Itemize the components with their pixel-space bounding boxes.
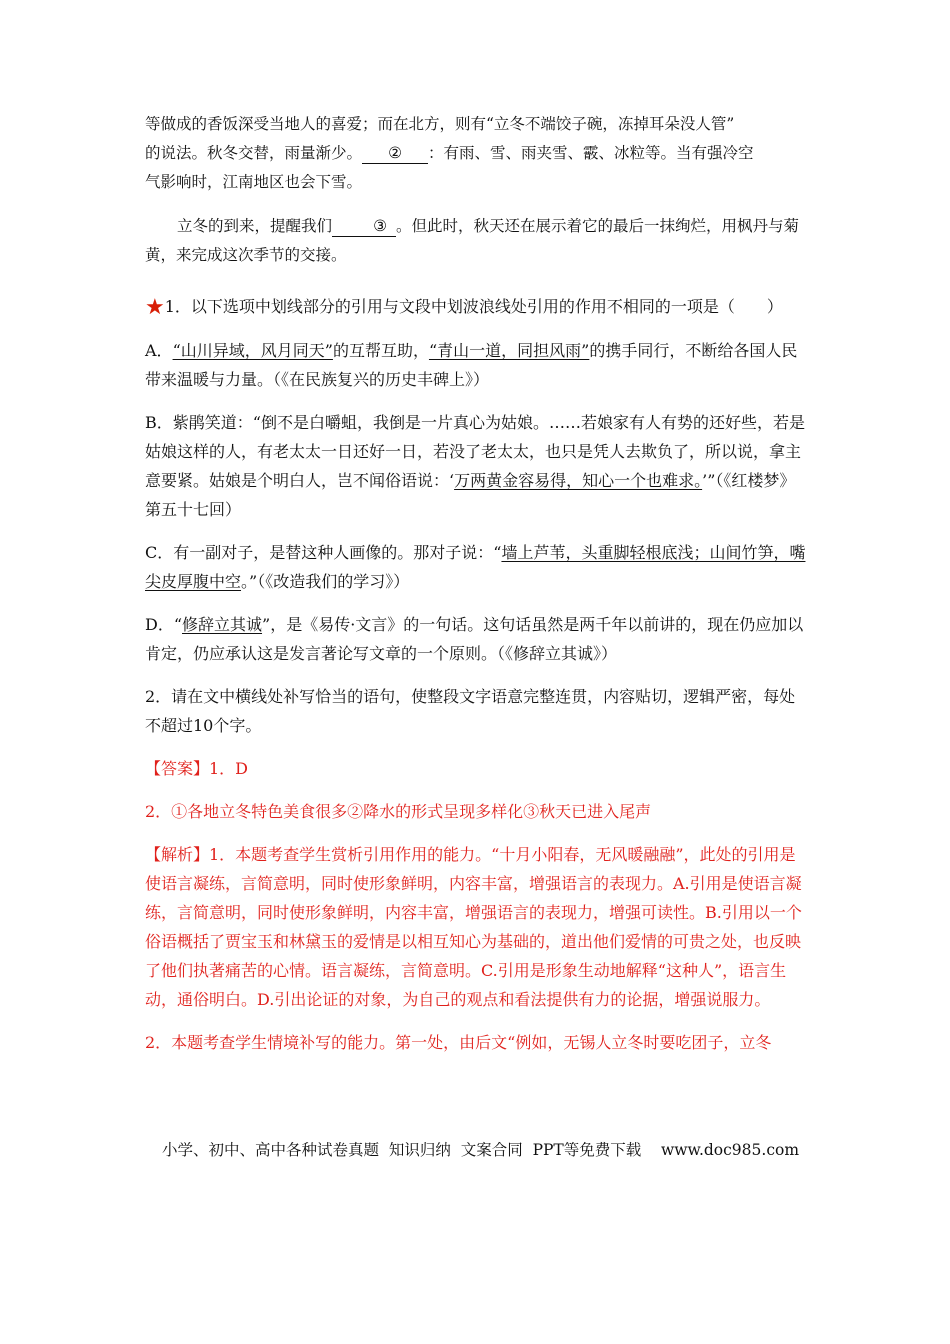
option-d-quote: 修辞立其诚 — [182, 615, 263, 634]
option-text: B．紫鹃笑道：“倒不是白嚼蛆，我倒是一片真心为姑娘。……若娘家有人有势的还好些，若是姑娘这样的人，有老太太一日还好一日，若没了老太太，也只是凭人去欺负了，所以说，拿主意要紧。姑娘是个明白人，岂不闻俗语说：‘ — [145, 413, 805, 490]
option-a-quote-2: “青山一道，同担风雨” — [428, 341, 590, 360]
passage-line: 等做成的香饭深受当地人的喜爱；而在北方，则有“立冬不端饺子碗，冻掉耳朵没人管” — [145, 115, 735, 133]
option-label: A． — [145, 341, 173, 360]
passage-text: 的说法。秋冬交替，雨量渐少。 — [145, 144, 363, 162]
option-d — [145, 610, 810, 668]
blank-3: ③ — [332, 216, 396, 237]
passage-line: 气影响时，江南地区也会下雪。 — [145, 173, 363, 191]
passage-text: ：有雨、雪、雨夹雪、霰、冰粒等。当有强冷空 — [428, 144, 754, 162]
option-text: ”，是《易传·文言》的一句话。这句话虽然是两千年以前讲的，现在仍应加以肯定，仍应承认这是发言著论写文章的一个原则。（《修辞立其诚》） — [145, 615, 804, 663]
option-text: 的互帮互助， — [332, 341, 429, 360]
passage-text: 立冬的到来，提醒我们 — [177, 217, 333, 235]
passage-line — [145, 139, 810, 168]
option-b-quote: 万两黄金容易得，知心一个也难求。 — [454, 471, 703, 490]
star-icon: ★ — [145, 295, 165, 320]
option-c — [145, 538, 810, 596]
analysis-paragraph-1: 【解析】1．本题考查学生赏析引用作用的能力。“十月小阳春，无风暖融融”，此处的引用是使语言凝练，言简意明，同时使形象鲜明，内容丰富，增强语言的表现力。A.引用是使语言凝练，言简意明，同时使形象鲜明，内容丰富，增强语言的表现力，增强可读性。B.引用以一个俗语概括了贾宝玉和林黛玉的爱情是以相互知心为基础的，道出他们爱情的可贵之处，也反映了他们执著痛苦的心情。语言凝练，言简意明。C.引用是形象生动地解释“这种人”，语言生动，通俗明白。D.引出论证的对象，为自己的观点和看法提供有力的论据，增强说服力。 — [145, 845, 802, 1009]
option-text: D．“ — [145, 615, 183, 634]
option-text: C．有一副对子，是替这种人画像的。那对子说：“ — [145, 543, 502, 562]
question-2-stem: 2．请在文中横线处补写恰当的语句，使整段文字语意完整连贯，内容贴切，逻辑严密，每处不超过10个字。 — [145, 687, 796, 735]
question-1-stem — [145, 292, 810, 322]
passage — [145, 110, 810, 270]
footer-url: www.doc985.com — [660, 1141, 800, 1159]
option-a-quote-1: “山川异域，风月同天” — [172, 341, 333, 360]
passage-text: 。但此时，秋天还在展示着它的最后一抹绚烂，用枫丹与菊黄，来完成这次季节的交接。 — [145, 217, 800, 264]
option-text: 的携手同行，不断给各国人民带来温暖与力量。（《在民族复兴的历史丰碑上》） — [145, 341, 798, 389]
passage-paragraph-2 — [145, 212, 810, 270]
document-body — [145, 110, 810, 1057]
page-footer — [162, 1138, 799, 1160]
option-c-quote: 墙上芦苇，头重脚轻根底浅；山间竹笋，嘴尖皮厚腹中空 — [145, 543, 806, 591]
option-text: 。”（《改造我们的学习》） — [241, 572, 410, 591]
option-b — [145, 408, 810, 524]
answer-line-2: 2．①各地立冬特色美食很多②降水的形式呈现多样化③秋天已进入尾声 — [145, 802, 652, 821]
answer-line-1: 【答案】1．D — [145, 759, 249, 778]
option-a — [145, 336, 810, 394]
option-text: ’”（《红楼梦》第五十七回） — [145, 471, 796, 519]
footer-text: 小学、初中、高中各种试卷真题 知识归纳 文案合同 PPT等免费下载 — [162, 1141, 642, 1159]
analysis-paragraph-2: 2．本题考查学生情境补写的能力。第一处，由后文“例如，无锡人立冬时要吃团子，立冬 — [145, 1033, 772, 1052]
question-text: 1．以下选项中划线部分的引用与文段中划波浪线处引用的作用不相同的一项是（ ） — [164, 297, 783, 316]
blank-2: ② — [362, 143, 428, 164]
